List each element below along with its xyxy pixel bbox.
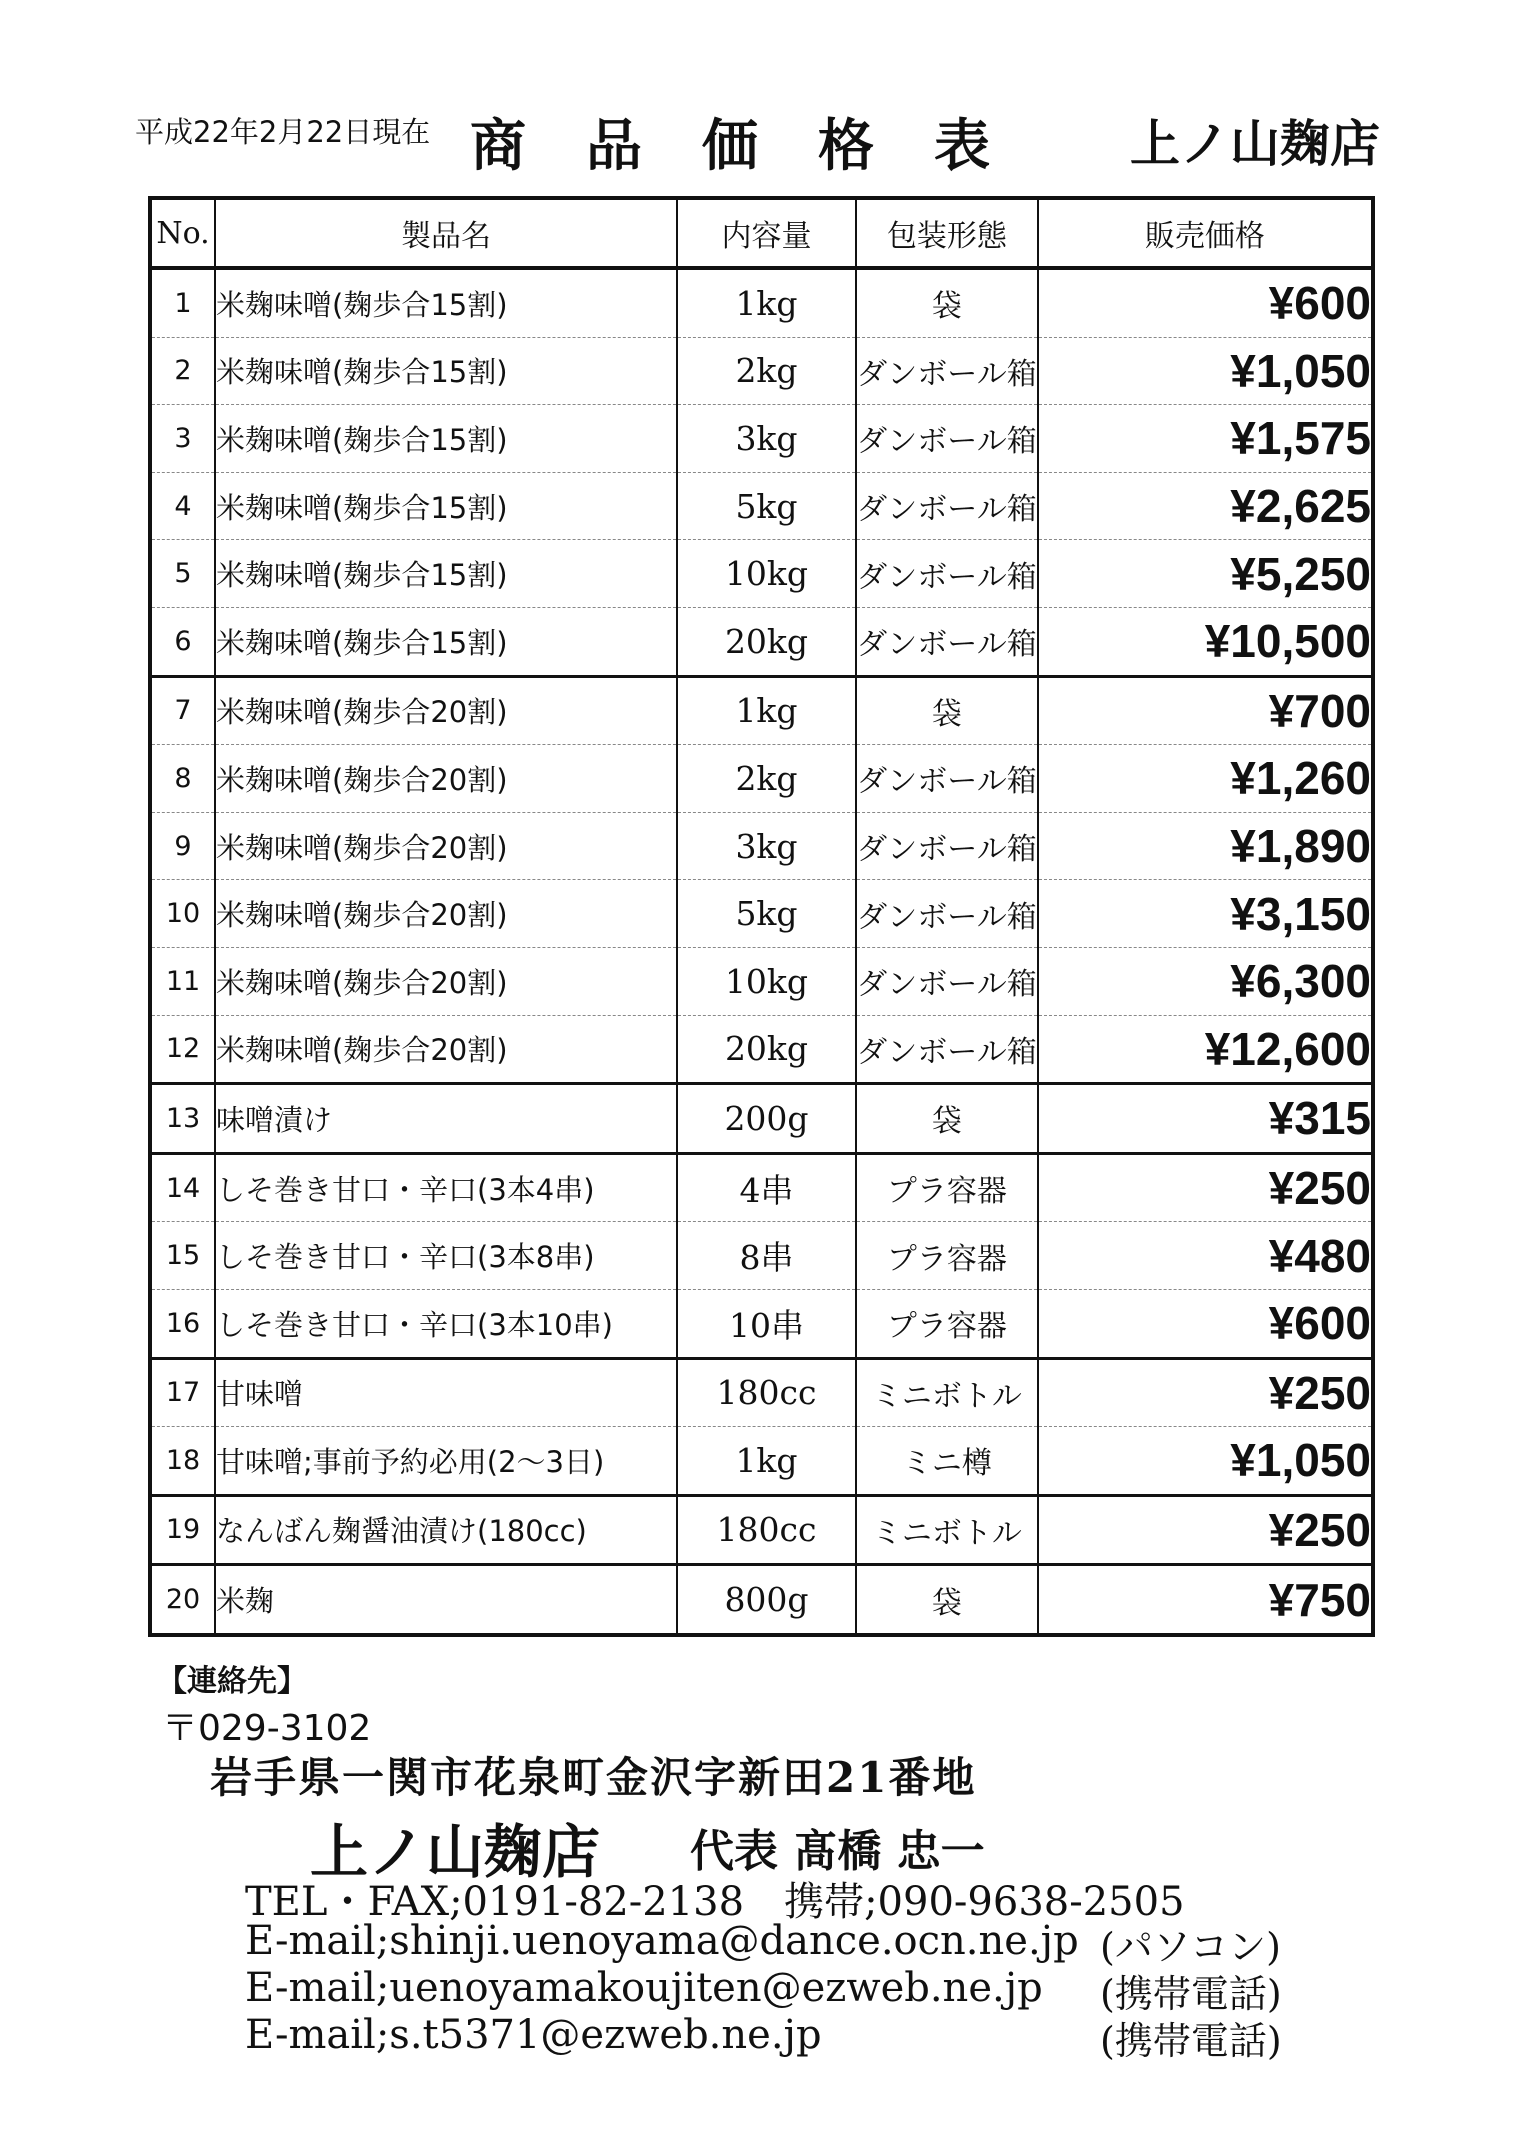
package-type: ミニボトル: [856, 1495, 1038, 1565]
package-type: 袋: [856, 1565, 1038, 1635]
price: ¥1,260: [1038, 745, 1373, 813]
package-type: ダンボール箱: [856, 540, 1038, 608]
product-name: 米麹味噌(麹歩合20割): [215, 1015, 677, 1084]
quantity: 180cc: [677, 1358, 856, 1427]
price: ¥700: [1038, 676, 1373, 745]
package-type: ミニボトル: [856, 1358, 1038, 1427]
quantity: 2kg: [677, 337, 856, 405]
column-header-name: 製品名: [215, 198, 677, 268]
package-type: ダンボール箱: [856, 745, 1038, 813]
package-type: プラ容器: [856, 1289, 1038, 1358]
row-number: 3: [150, 405, 215, 473]
table-row: [150, 812, 1373, 880]
email-note: (パソコン): [1100, 1925, 1281, 1969]
row-number: 7: [150, 676, 215, 745]
representative: 代表 髙橋 忠一: [690, 1826, 985, 1877]
page-title: 商品価格表: [470, 113, 1050, 179]
product-name: 米麹味噌(麹歩合15割): [215, 472, 677, 540]
price: ¥315: [1038, 1084, 1373, 1154]
table-row: [150, 1015, 1373, 1084]
table-row: [150, 676, 1373, 745]
table-row: [150, 540, 1373, 608]
product-name: 米麹味噌(麹歩合20割): [215, 745, 677, 813]
row-number: 1: [150, 268, 215, 337]
row-number: 6: [150, 607, 215, 676]
price: ¥5,250: [1038, 540, 1373, 608]
price: ¥12,600: [1038, 1015, 1373, 1084]
package-type: 袋: [856, 268, 1038, 337]
package-type: ダンボール箱: [856, 947, 1038, 1015]
price: ¥480: [1038, 1222, 1373, 1290]
table-row: [150, 947, 1373, 1015]
package-type: プラ容器: [856, 1153, 1038, 1222]
package-type: 袋: [856, 1084, 1038, 1154]
product-name: なんばん麹醤油漬け(180cc): [215, 1495, 677, 1565]
package-type: ダンボール箱: [856, 405, 1038, 473]
column-header-price: 販売価格: [1038, 198, 1373, 268]
quantity: 10kg: [677, 947, 856, 1015]
quantity: 5kg: [677, 472, 856, 540]
package-type: ダンボール箱: [856, 812, 1038, 880]
table-row: [150, 1565, 1373, 1635]
product-name: 甘味噌;事前予約必用(2〜3日): [215, 1427, 677, 1496]
row-number: 15: [150, 1222, 215, 1290]
table-row: [150, 745, 1373, 813]
postal-code: 〒029-3102: [162, 1708, 372, 1749]
email-note: (携帯電話): [1100, 2019, 1282, 2063]
table-row: [150, 1427, 1373, 1496]
row-number: 17: [150, 1358, 215, 1427]
row-number: 11: [150, 947, 215, 1015]
package-type: ダンボール箱: [856, 607, 1038, 676]
row-number: 19: [150, 1495, 215, 1565]
row-number: 8: [150, 745, 215, 813]
quantity: 200g: [677, 1084, 856, 1154]
row-number: 13: [150, 1084, 215, 1154]
price: ¥2,625: [1038, 472, 1373, 540]
quantity: 800g: [677, 1565, 856, 1635]
quantity: 20kg: [677, 607, 856, 676]
quantity: 1kg: [677, 676, 856, 745]
row-number: 5: [150, 540, 215, 608]
row-number: 2: [150, 337, 215, 405]
column-header-qty: 内容量: [677, 198, 856, 268]
contact-heading: 【連絡先】: [157, 1664, 307, 1699]
row-number: 9: [150, 812, 215, 880]
email-line: E-mail;s.t5371@ezweb.ne.jp: [245, 2012, 822, 2058]
product-name: しそ巻き甘口・辛口(3本10串): [215, 1289, 677, 1358]
table-row: [150, 337, 1373, 405]
row-number: 12: [150, 1015, 215, 1084]
quantity: 1kg: [677, 268, 856, 337]
product-name: しそ巻き甘口・辛口(3本4串): [215, 1153, 677, 1222]
product-name: 米麹味噌(麹歩合20割): [215, 880, 677, 948]
product-name: 米麹味噌(麹歩合15割): [215, 268, 677, 337]
product-name: 甘味噌: [215, 1358, 677, 1427]
price: ¥600: [1038, 268, 1373, 337]
package-type: ダンボール箱: [856, 337, 1038, 405]
price: ¥250: [1038, 1358, 1373, 1427]
product-name: 米麹味噌(麹歩合15割): [215, 540, 677, 608]
package-type: ダンボール箱: [856, 472, 1038, 540]
quantity: 180cc: [677, 1495, 856, 1565]
row-number: 14: [150, 1153, 215, 1222]
product-name: 米麹味噌(麹歩合15割): [215, 607, 677, 676]
row-number: 16: [150, 1289, 215, 1358]
table-row: [150, 1358, 1373, 1427]
column-header-package: 包装形態: [856, 198, 1038, 268]
table-row: [150, 472, 1373, 540]
email-line: E-mail;uenoyamakoujiten@ezweb.ne.jp: [245, 1965, 1043, 2011]
price: ¥250: [1038, 1495, 1373, 1565]
quantity: 3kg: [677, 405, 856, 473]
shop-name-footer: 上ノ山麹店: [310, 1818, 601, 1886]
price: ¥1,050: [1038, 337, 1373, 405]
table-row: [150, 405, 1373, 473]
table-row: [150, 1222, 1373, 1290]
product-name: 米麹味噌(麹歩合20割): [215, 812, 677, 880]
quantity: 8串: [677, 1222, 856, 1290]
package-type: ダンボール箱: [856, 1015, 1038, 1084]
product-name: 味噌漬け: [215, 1084, 677, 1154]
quantity: 5kg: [677, 880, 856, 948]
product-name: 米麹味噌(麹歩合15割): [215, 337, 677, 405]
price: ¥600: [1038, 1289, 1373, 1358]
table-row: [150, 607, 1373, 676]
price: ¥10,500: [1038, 607, 1373, 676]
row-number: 4: [150, 472, 215, 540]
date-label: 平成22年2月22日現在: [135, 115, 431, 149]
row-number: 18: [150, 1427, 215, 1496]
table-row: [150, 1495, 1373, 1565]
product-name: 米麹: [215, 1565, 677, 1635]
table-row: [150, 1289, 1373, 1358]
table-body: [150, 268, 1373, 1635]
product-name: 米麹味噌(麹歩合20割): [215, 676, 677, 745]
shop-name-header: 上ノ山麹店: [1130, 114, 1380, 173]
price: ¥750: [1038, 1565, 1373, 1635]
row-number: 20: [150, 1565, 215, 1635]
email-note: (携帯電話): [1100, 1972, 1282, 2016]
table-header-row: [150, 198, 1373, 268]
price: ¥6,300: [1038, 947, 1373, 1015]
package-type: ミニ樽: [856, 1427, 1038, 1496]
package-type: プラ容器: [856, 1222, 1038, 1290]
phone-line: TEL・FAX;0191-82-2138 携帯;090-9638-2505: [245, 1879, 1185, 1925]
table-row: [150, 268, 1373, 337]
quantity: 1kg: [677, 1427, 856, 1496]
table-row: [150, 880, 1373, 948]
quantity: 10串: [677, 1289, 856, 1358]
table-row: [150, 1153, 1373, 1222]
column-header-no: No.: [150, 198, 215, 268]
row-number: 10: [150, 880, 215, 948]
package-type: ダンボール箱: [856, 880, 1038, 948]
address: 岩手県一関市花泉町金沢字新田21番地: [210, 1753, 977, 1802]
quantity: 20kg: [677, 1015, 856, 1084]
product-name: しそ巻き甘口・辛口(3本8串): [215, 1222, 677, 1290]
product-name: 米麹味噌(麹歩合20割): [215, 947, 677, 1015]
quantity: 2kg: [677, 745, 856, 813]
package-type: 袋: [856, 676, 1038, 745]
price: ¥3,150: [1038, 880, 1373, 948]
price-table: [148, 196, 1375, 1637]
product-name: 米麹味噌(麹歩合15割): [215, 405, 677, 473]
price: ¥250: [1038, 1153, 1373, 1222]
email-line: E-mail;shinji.uenoyama@dance.ocn.ne.jp: [245, 1918, 1079, 1964]
table-row: [150, 1084, 1373, 1154]
price: ¥1,575: [1038, 405, 1373, 473]
quantity: 3kg: [677, 812, 856, 880]
price: ¥1,890: [1038, 812, 1373, 880]
quantity: 10kg: [677, 540, 856, 608]
price: ¥1,050: [1038, 1427, 1373, 1496]
quantity: 4串: [677, 1153, 856, 1222]
